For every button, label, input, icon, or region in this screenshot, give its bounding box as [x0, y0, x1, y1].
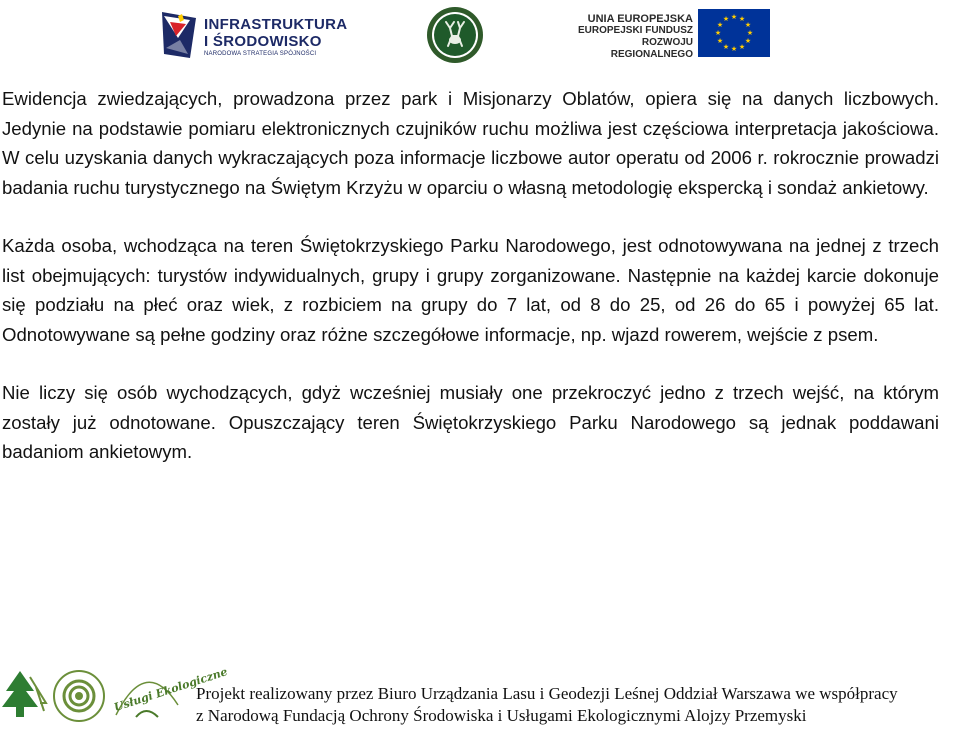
eu-flag-icon — [698, 9, 770, 57]
svg-text:★: ★ — [738, 15, 746, 23]
footer — [0, 665, 959, 732]
deer-emblem-icon — [426, 6, 484, 64]
infrastruktura-logo — [160, 8, 348, 62]
ue-line1: UNIA EUROPEJSKA — [587, 13, 693, 25]
svg-text:★: ★ — [746, 29, 754, 37]
footer-line-1: Projekt realizowany przez Biuro Urządzania Lasu i Geodezji Leśnej Oddział Warszawa we współpracy — [196, 684, 898, 703]
tree-logo-icon — [0, 667, 50, 723]
svg-text:★: ★ — [722, 43, 730, 51]
paragraph-1: Ewidencja zwiedzających, prowadzona przez park i Misjonarzy Oblatów, opiera się na danych liczbowych. Jedynie na podstawie pomiaru elektronicznych czujników ruchu możliwa jest częściowa interpretacja jakościowa. W celu uzyskania danych wykraczających poza informacje liczbowe autor operatu od 2006 r. rokrocznie prowadzi badania ruchu turystycznego na Świętym Krzyżu w oparciu o własną metodologię ekspercką i sondaż ankietowy. — [2, 88, 939, 198]
svg-text:★: ★ — [744, 21, 752, 29]
paragraph-3: Nie liczy się osób wychodzących, gdyż wcześniej musiały one przekroczyć jedno z trzech wejść, na którym zostały już odnotowane. Opuszczający teren Świętokrzyskiego Parku Narodowego są jednak poddawani badaniom ankietowym. — [2, 382, 939, 462]
svg-text:★: ★ — [730, 13, 738, 21]
infrastruktura-line1: INFRASTRUKTURA — [204, 16, 348, 33]
uslugi-logo-icon — [106, 665, 230, 725]
ue-logo-text — [565, 13, 693, 61]
svg-text:★: ★ — [714, 29, 722, 37]
infrastruktura-line2: I ŚRODOWISKO — [204, 33, 322, 50]
svg-text:★: ★ — [722, 15, 730, 23]
header — [0, 0, 959, 70]
svg-text:★: ★ — [716, 37, 724, 45]
svg-text:★: ★ — [744, 37, 752, 45]
footer-credits — [196, 683, 898, 727]
svg-text:★: ★ — [730, 45, 738, 53]
ue-line3: ROZWOJU REGIONALNEGO — [610, 37, 693, 60]
footer-line-2: z Narodową Fundacją Ochrony Środowiska i Usługami Ekologicznymi Alojzy Przemyski — [196, 706, 807, 725]
infrastruktura-flag-icon — [160, 10, 198, 60]
main-text — [2, 84, 939, 467]
uslugi-text: Usługi Ekologiczne — [112, 665, 230, 715]
svg-text:★: ★ — [738, 43, 746, 51]
paragraph-2: Każda osoba, wchodząca na teren Świętokrzyskiego Parku Narodowego, jest odnotowywana na jednej z trzech list obejmujących: turystów indywidualnych, grupy i grupy zorganizowane. Następnie na każdej karcie dokonuje się podziału na płeć oraz wiek, z rozbiciem na grupy do 7 lat, od 8 do 25, od 26 do 65 i powyżej 65 lat. Odnotowywane są pełne godziny oraz różne szczegółowe informacje, np. wjazd rowerem, wejście z psem. — [2, 235, 939, 345]
ue-line2: EUROPEJSKI FUNDUSZ — [577, 25, 693, 36]
infrastruktura-line3: NARODOWA STRATEGIA SPÓJNOŚCI — [204, 51, 317, 57]
svg-text:★: ★ — [716, 21, 724, 29]
fundacja-logo-icon — [52, 669, 106, 723]
